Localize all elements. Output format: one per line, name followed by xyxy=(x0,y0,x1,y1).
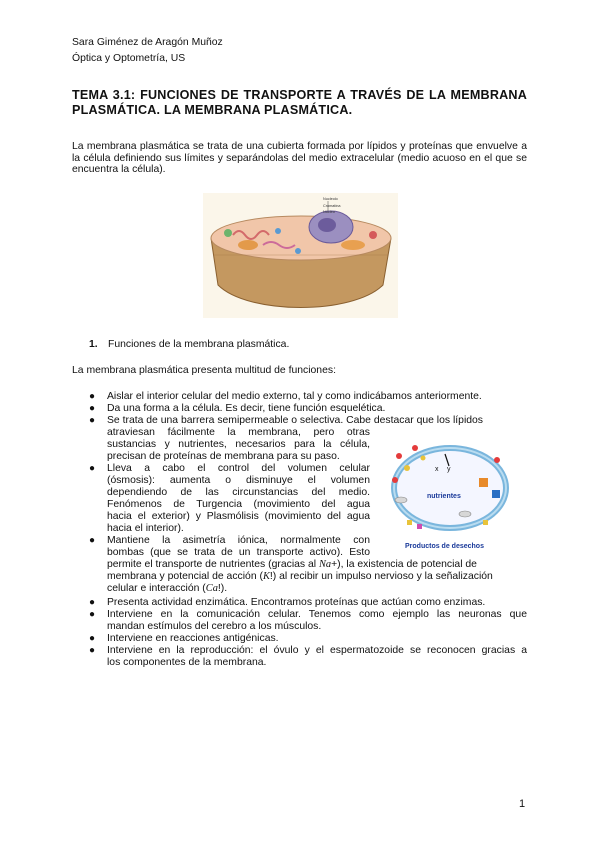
bullet-enzymatic: Presenta actividad enzimática. Encontramos proteínas que actúan como enzimas. xyxy=(107,597,486,608)
bullet-volume-line3: dependiendo de las circunstancias del medio. xyxy=(107,487,370,498)
calcium-symbol: Ca xyxy=(205,583,218,594)
bullet-isolate: Aislar el interior celular del medio externo, tal y como indicábamos anteriormente. xyxy=(107,391,482,402)
figure-label-nucleolus: Nucleolo xyxy=(323,197,338,201)
membrane-transport-figure xyxy=(387,438,527,553)
transport-label-y: y xyxy=(447,466,451,473)
bullet-ionic-text: permite el transporte de nutrientes (gracias al xyxy=(107,559,319,570)
bullet-ionic-line2: bombas (que se trata de un transporte activo). Esto xyxy=(107,547,370,558)
bullet-dot: ● xyxy=(89,403,96,414)
bullet-dot: ● xyxy=(89,633,96,644)
cell-figure xyxy=(203,193,398,318)
bullet-volume-line6: hacia el interior). xyxy=(107,523,184,534)
bullet-volume-line5: hacia el exterior) y Plasmólisis (movimiento del agua xyxy=(107,511,370,522)
membrane-transport-illustration xyxy=(387,438,527,553)
bullet-ionic-text: celular e interacción ( xyxy=(107,583,206,594)
bullet-reproduction-line2: los componentes de la membrana. xyxy=(107,657,267,668)
course-name: Óptica y Optometría, US xyxy=(72,53,186,64)
bullet-ionic-line1: Mantiene la asimetría iónica, normalmente con xyxy=(107,535,370,546)
figure-label-nucleus: Núcleo xyxy=(323,210,335,214)
author-name: Sara Giménez de Aragón Muñoz xyxy=(72,37,223,48)
bullet-ionic-line3 xyxy=(107,559,527,571)
bullet-dot: ● xyxy=(89,463,96,474)
bullet-volume-line2: (ósmosis): aumenta o disminuye el volumen xyxy=(107,475,370,486)
page-number: 1 xyxy=(519,798,526,810)
waste-label: Productos de desechos xyxy=(405,543,484,550)
potassium-symbol: K xyxy=(262,571,270,582)
bullet-ionic-line4 xyxy=(107,571,527,583)
bullet-ionic-text: !). xyxy=(217,583,228,594)
bullet-dot: ● xyxy=(89,597,96,608)
bullet-ionic-text: membrana y potencial de acción ( xyxy=(107,571,263,582)
cell-illustration xyxy=(203,193,398,318)
bullet-barrier-line3: sustancias y nutrientes, necesarios para la célula, xyxy=(107,439,370,450)
figure-label-chromatin: Cromatina xyxy=(323,204,341,208)
bullet-ionic-line5 xyxy=(107,583,527,595)
bullet-communication-line2: mandan estímulos del cerebro a los músculos. xyxy=(107,621,322,632)
bullet-antigenic: Interviene en reacciones antigénicas. xyxy=(107,633,279,644)
functions-lead: La membrana plasmática presenta multitud de funciones: xyxy=(72,365,336,376)
bullet-volume-line4: Fenómenos de Turgencia (movimiento del agua xyxy=(107,499,370,510)
transport-label-x: x xyxy=(435,466,439,473)
bullet-ionic-text: +), la existencia de potencial de xyxy=(331,559,477,570)
bullet-reproduction-line1: Interviene en la reproducción: el óvulo y el espermatozoide se reconocen gracias a xyxy=(107,645,527,656)
bullet-barrier-line4: precisan de proteínas de membrana para su paso. xyxy=(107,451,340,462)
bullet-barrier-line2: atraviesan fácilmente la membrana, pero otras xyxy=(107,427,370,438)
bullet-dot: ● xyxy=(89,645,96,656)
section-heading: Funciones de la membrana plasmática. xyxy=(108,339,290,350)
section-number: 1. xyxy=(89,339,98,350)
bullet-dot: ● xyxy=(89,535,96,546)
bullet-dot: ● xyxy=(89,391,96,402)
nutrients-label: nutrientes xyxy=(427,493,461,500)
sodium-symbol: Na xyxy=(318,559,332,570)
bullet-dot: ● xyxy=(89,415,96,426)
bullet-ionic-text: !) al recibir un impulso nervioso y la señalización xyxy=(269,571,493,582)
intro-paragraph: La membrana plasmática se trata de una cubierta formada por lípidos y proteínas que envuelve a la célula definiendo sus límites y separándolas del medio extracelular (medio acuoso en el que se encuentra la célula). xyxy=(72,141,527,176)
bullet-shape: Da una forma a la célula. Es decir, tiene función esquelética. xyxy=(107,403,386,414)
page-title: TEMA 3.1: FUNCIONES DE TRANSPORTE A TRAVÉS DE LA MEMBRANA PLASMÁTICA. LA MEMBRANA PLASMÁTICA. xyxy=(72,88,527,117)
bullet-dot: ● xyxy=(89,609,96,620)
bullet-volume-line1: Lleva a cabo el control del volumen celular xyxy=(107,463,370,474)
bullet-barrier-line1: Se trata de una barrera semipermeable o selectiva. Cabe destacar que los lípidos xyxy=(107,415,484,426)
bullet-communication-line1: Interviene en la comunicación celular. Tenemos como ejemplo las neuronas que xyxy=(107,609,527,620)
